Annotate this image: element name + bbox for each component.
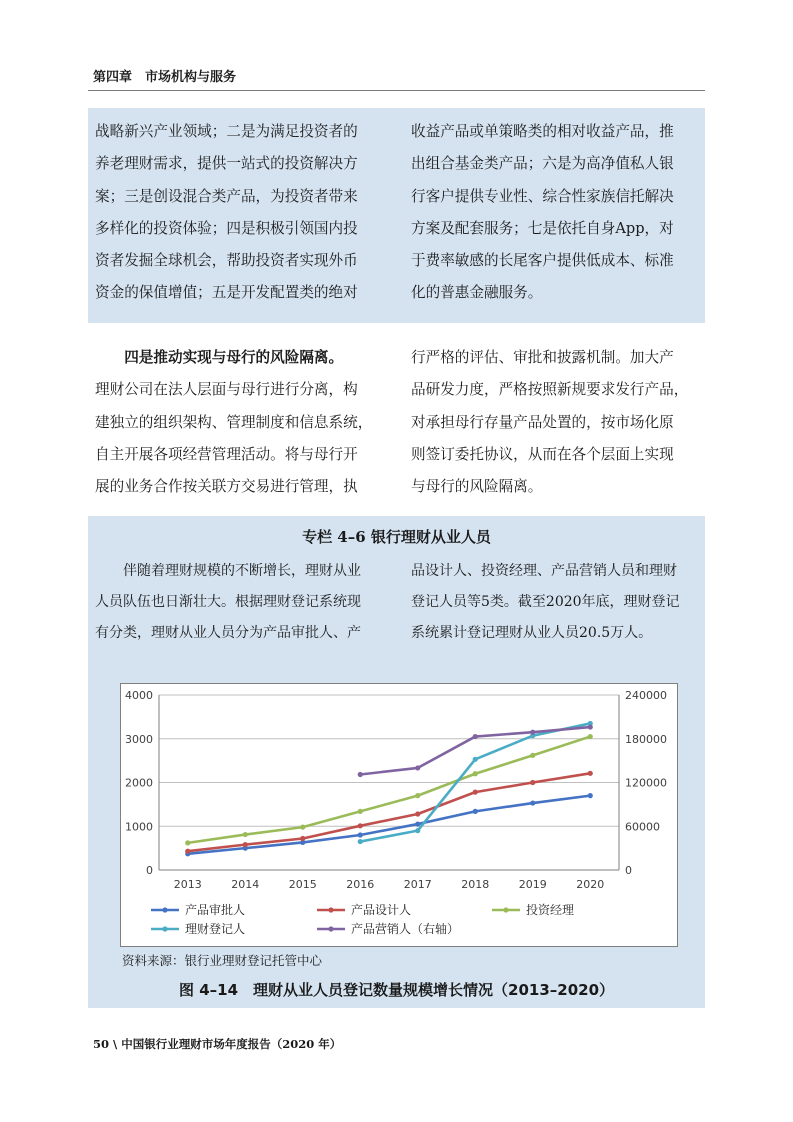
text-line: 展的业务合作按关联方交易进行管理，执 (95, 478, 358, 496)
sidebar-right-column (411, 556, 703, 649)
data-point (473, 771, 478, 776)
x-tick-label: 2015 (288, 878, 317, 891)
data-point (530, 800, 535, 805)
text-line: 于费率敏感的长尾客户提供低成本、标准 (411, 252, 674, 270)
y-right-tick-label: 60000 (625, 820, 660, 834)
text-line: 系统累计登记理财从业人员20.5万人。 (411, 625, 653, 641)
text-line: 行客户提供专业性、综合性家族信托解决 (411, 187, 674, 205)
page-footer: 50 \ 中国银行业理财市场年度报告（2020 年） (93, 1037, 342, 1051)
data-point (530, 780, 535, 785)
data-point (530, 730, 535, 735)
legend-label: 产品设计人 (351, 903, 412, 917)
data-point (473, 757, 478, 762)
text-line: 自主开展各项经营管理活动。将与母行开 (95, 445, 358, 463)
text-line: 战略新兴产业领域；二是为满足投资者的 (95, 123, 358, 140)
data-point (243, 832, 248, 837)
data-point (588, 793, 593, 798)
legend-marker (162, 926, 167, 931)
text-line: 出组合基金类产品；六是为高净值私人银 (411, 155, 674, 173)
series-line (188, 737, 591, 843)
body-right-column (411, 342, 703, 503)
text-line: 多样化的投资体验；四是积极引领国内投 (95, 219, 358, 237)
text-line: 登记人员等5类。截至2020年底，理财登记 (411, 594, 680, 610)
line-chart (121, 684, 677, 946)
x-tick-label: 2019 (518, 878, 547, 891)
text-line: 伴随着理财规模的不断增长，理财从业 (123, 563, 361, 579)
chapter-header: 第四章 市场机构与服务 (93, 70, 237, 85)
text-line: 案；三是创设混合类产品，为投资者带来 (95, 187, 358, 205)
text-line: 资金的保值增值；五是开发配置类的绝对 (95, 284, 358, 302)
data-point (415, 765, 420, 770)
text-line: 品研发力度，严格按照新规要求发行产品， (411, 381, 689, 399)
legend-marker (503, 907, 508, 912)
y-left-tick-label: 3000 (125, 732, 153, 746)
text-line: 人员队伍也日渐壮大。根据理财登记系统现 (95, 594, 361, 610)
data-point (588, 771, 593, 776)
data-point (473, 734, 478, 739)
chart-panel (120, 683, 678, 947)
legend-label: 产品营销人（右轴） (351, 922, 460, 936)
data-point (300, 825, 305, 830)
data-point (473, 809, 478, 814)
data-point (473, 790, 478, 795)
section-heading: 四是推动实现与母行的风险隔离。 (124, 349, 344, 366)
data-point (588, 724, 593, 729)
sidebar-left-column (95, 556, 390, 649)
data-point (358, 823, 363, 828)
text-line: 则签订委托协议，从而在各个层面上实现 (411, 445, 674, 463)
x-tick-label: 2017 (403, 878, 432, 891)
text-line: 品设计人、投资经理、产品营销人员和理财 (411, 563, 677, 579)
text-line: 有分类，理财从业人员分为产品审批人、产 (95, 625, 361, 641)
text-line: 化的普惠金融服务。 (411, 284, 543, 302)
data-point (243, 842, 248, 847)
data-point (185, 849, 190, 854)
data-point (415, 821, 420, 826)
header-divider (88, 90, 705, 91)
y-left-tick-label: 0 (146, 864, 153, 877)
figure-caption: 图 4–14 理财从业人员登记数量规模增长情况（2013–2020） (178, 981, 615, 999)
box1-right-column (411, 116, 703, 310)
box1-left-column (95, 116, 390, 310)
body-left-column (95, 342, 390, 503)
x-tick-label: 2014 (231, 878, 260, 891)
y-right-tick-label: 0 (625, 864, 632, 877)
data-point (530, 753, 535, 758)
text-line: 对承担母行存量产品处置的，按市场化原 (411, 413, 674, 431)
data-point (358, 839, 363, 844)
data-point (300, 836, 305, 841)
y-right-tick-label: 240000 (625, 689, 667, 702)
y-right-tick-label: 180000 (625, 732, 667, 746)
legend-marker (162, 907, 167, 912)
data-point (185, 840, 190, 845)
x-tick-label: 2016 (346, 878, 375, 891)
text-line: 方案及配套服务；七是依托自身App，对 (411, 219, 674, 237)
legend-label: 产品审批人 (185, 903, 246, 917)
text-line: 资者发掘全球机会，帮助投资者实现外币 (95, 252, 358, 270)
data-point (358, 809, 363, 814)
data-point (358, 772, 363, 777)
text-line: 行严格的评估、审批和披露机制。加大产 (411, 349, 674, 366)
legend-label: 投资经理 (526, 903, 575, 917)
text-line: 与母行的风险隔离。 (411, 478, 543, 496)
y-left-tick-label: 1000 (125, 820, 153, 834)
text-line: 建独立的组织架构、管理制度和信息系统， (95, 413, 373, 431)
text-line: 养老理财需求，提供一站式的投资解决方 (95, 155, 358, 173)
x-tick-label: 2018 (461, 878, 490, 891)
data-point (415, 793, 420, 798)
y-right-tick-label: 120000 (625, 776, 667, 790)
legend-label: 理财登记人 (185, 922, 246, 936)
x-tick-label: 2013 (173, 878, 202, 891)
legend-marker (328, 907, 333, 912)
text-line: 收益产品或单策略类的相对收益产品，推 (411, 123, 674, 140)
data-point (415, 828, 420, 833)
x-tick-label: 2020 (576, 878, 605, 891)
data-point (588, 734, 593, 739)
chart-source: 资料来源：银行业理财登记托管中心 (122, 953, 323, 968)
series-line (188, 773, 591, 851)
data-point (415, 811, 420, 816)
data-point (358, 832, 363, 837)
y-left-tick-label: 2000 (125, 776, 153, 790)
legend-marker (328, 926, 333, 931)
text-line: 理财公司在法人层面与母行进行分离，构 (95, 381, 358, 399)
sidebar-title: 专栏 4–6 银行理财从业人员 (302, 528, 491, 546)
y-left-tick-label: 4000 (125, 689, 153, 702)
